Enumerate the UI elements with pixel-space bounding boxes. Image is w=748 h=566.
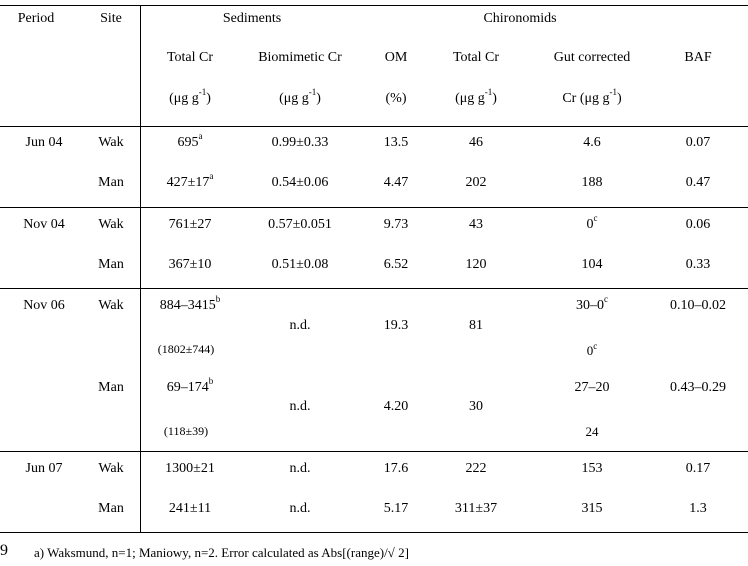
unit-om: (%) bbox=[385, 91, 407, 106]
sed-total-cr-cell: 241±11 bbox=[168, 501, 212, 516]
chir-total-cell: 222 bbox=[465, 461, 487, 476]
sed-total-cr-cell: 69–174$^b$ bbox=[166, 376, 214, 395]
baf-cell: 1.3 bbox=[689, 501, 707, 516]
rule-after-nov06 bbox=[0, 451, 748, 452]
om-cell: 4.47 bbox=[383, 175, 409, 190]
site-cell: Wak bbox=[98, 135, 124, 150]
biomimetic-cell: n.d. bbox=[289, 461, 311, 476]
site-cell: Man bbox=[98, 501, 124, 516]
gut-corrected-cell-secondary: 24 bbox=[585, 424, 599, 439]
header-bottom-rule bbox=[0, 126, 748, 127]
biomimetic-cell: 0.54±0.06 bbox=[271, 175, 329, 190]
chir-total-cell: 202 bbox=[465, 175, 487, 190]
biomimetic-cell: n.d. bbox=[289, 501, 311, 516]
gut-corrected-cell: 30–0$^c$ bbox=[576, 294, 608, 313]
header-chironomids: Chironomids bbox=[483, 11, 557, 26]
site-cell: Wak bbox=[98, 217, 124, 232]
baf-cell: 0.06 bbox=[685, 217, 711, 232]
om-cell: 17.6 bbox=[383, 461, 409, 476]
baf-cell: 0.17 bbox=[685, 461, 711, 476]
header-gut-corrected: Gut corrected bbox=[553, 50, 631, 65]
header-sediments: Sediments bbox=[222, 11, 282, 26]
om-cell: 13.5 bbox=[383, 135, 409, 150]
unit-sed-total-cr: (μg $g^{-1}$) bbox=[169, 87, 211, 106]
baf-cell: 0.07 bbox=[685, 135, 711, 150]
biomimetic-cell: 0.99±0.33 bbox=[271, 135, 329, 150]
om-cell: 6.52 bbox=[383, 257, 409, 272]
baf-cell: 0.10–0.02 bbox=[670, 298, 726, 313]
chir-total-cell: 30 bbox=[469, 399, 483, 414]
period-nov06: Nov 06 bbox=[23, 298, 65, 313]
chir-total-cell: 120 bbox=[465, 257, 487, 272]
gut-corrected-cell-secondary: 0$^c$ bbox=[586, 340, 598, 358]
sed-total-cr-cell: $427\pm 17^a$ bbox=[166, 171, 214, 190]
site-cell: Man bbox=[98, 257, 124, 272]
biomimetic-cell: 0.57±0.051 bbox=[268, 217, 332, 232]
gut-corrected-cell: 315 bbox=[581, 501, 603, 516]
sed-total-cr-cell: 367±10 bbox=[168, 257, 212, 272]
gut-corrected-cell: 0$^c$ bbox=[586, 213, 598, 232]
baf-cell: 0.47 bbox=[685, 175, 711, 190]
rule-after-jun04 bbox=[0, 207, 748, 208]
header-om: OM bbox=[384, 50, 408, 65]
biomimetic-cell: 0.51±0.08 bbox=[271, 257, 329, 272]
site-cell: Wak bbox=[98, 461, 124, 476]
gut-corrected-cell: 4.6 bbox=[583, 135, 601, 150]
unit-biomimetic-cr: (μg $g^{-1}$) bbox=[279, 87, 321, 106]
baf-cell: 0.33 bbox=[685, 257, 711, 272]
period-nov04: Nov 04 bbox=[23, 217, 65, 232]
gut-corrected-cell: 104 bbox=[581, 257, 603, 272]
sed-total-cr-cell: 695$^a$ bbox=[177, 131, 203, 150]
sed-total-cr-cell: 884–3415$^b$ bbox=[159, 294, 221, 313]
unit-gut-corrected: Cr (μg $g^{-1}$) bbox=[562, 87, 622, 106]
sed-total-cr-cell: 761±27 bbox=[168, 217, 212, 232]
column-divider bbox=[140, 5, 141, 533]
table-top-rule bbox=[0, 5, 748, 6]
biomimetic-cell: n.d. bbox=[289, 399, 311, 414]
footnote-text: a) Waksmund, n=1; Maniowy, n=2. Error calculated as Abs[(range)/√ 2] bbox=[34, 545, 409, 560]
biomimetic-cell: n.d. bbox=[289, 318, 311, 333]
header-site: Site bbox=[100, 11, 122, 26]
period-jun07: Jun 07 bbox=[25, 461, 63, 476]
site-cell: Man bbox=[98, 380, 124, 395]
sed-total-cr-cell: 1300±21 bbox=[165, 461, 215, 476]
header-baf: BAF bbox=[684, 50, 712, 65]
rule-after-jun07 bbox=[0, 532, 748, 533]
gut-corrected-cell: 27–20 bbox=[574, 380, 610, 395]
chir-total-cell: 311±37 bbox=[454, 501, 498, 516]
om-cell: 5.17 bbox=[383, 501, 409, 516]
om-cell: 19.3 bbox=[383, 318, 409, 333]
header-biomimetic-cr: Biomimetic Cr bbox=[258, 50, 342, 65]
line-number: 9 bbox=[0, 542, 8, 559]
baf-cell: 0.43–0.29 bbox=[670, 380, 726, 395]
chir-total-cell: 43 bbox=[469, 217, 483, 232]
gut-corrected-cell: 188 bbox=[581, 175, 603, 190]
period-jun04: Jun 04 bbox=[25, 135, 63, 150]
sed-total-cr-mean: (1802±744) bbox=[157, 342, 215, 356]
gut-corrected-cell: 153 bbox=[581, 461, 603, 476]
header-chir-total-cr: Total Cr bbox=[452, 50, 500, 65]
site-cell: Man bbox=[98, 175, 124, 190]
om-cell: 9.73 bbox=[383, 217, 409, 232]
header-sed-total-cr: Total Cr bbox=[166, 50, 214, 65]
header-period: Period bbox=[17, 11, 55, 26]
site-cell: Wak bbox=[98, 298, 124, 313]
rule-after-nov04 bbox=[0, 288, 748, 289]
chir-total-cell: 81 bbox=[469, 318, 483, 333]
chir-total-cell: 46 bbox=[469, 135, 483, 150]
om-cell: 4.20 bbox=[383, 399, 409, 414]
sed-total-cr-mean: (118±39) bbox=[163, 424, 209, 438]
unit-chir-total-cr: (μg $g^{-1}$) bbox=[455, 87, 497, 106]
